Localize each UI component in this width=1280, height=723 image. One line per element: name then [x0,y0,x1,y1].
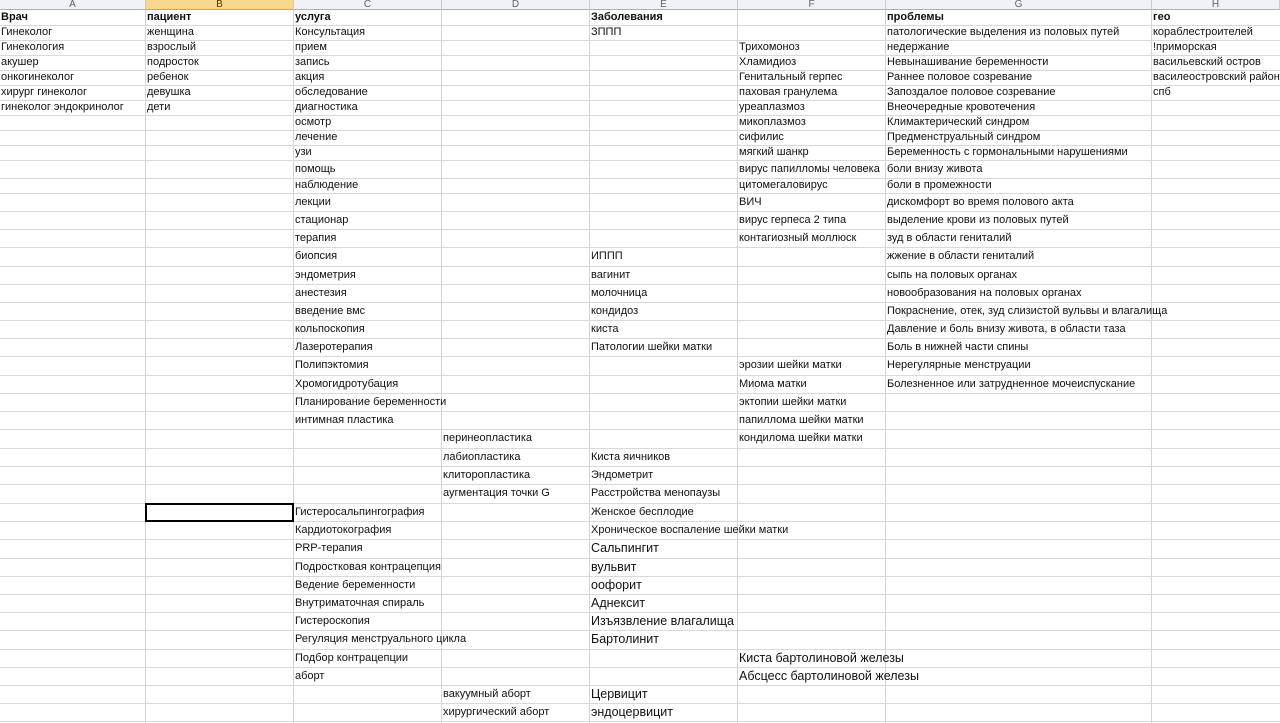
cell[interactable]: подросток [147,56,199,68]
cell[interactable]: Регуляция менструального цикла [295,633,467,645]
cell[interactable]: Боль в нижней части спины [887,341,1029,353]
cell[interactable]: вагинит [591,269,631,281]
cell[interactable]: кондидоз [591,305,639,317]
cell[interactable]: ребенок [147,71,189,83]
cell[interactable]: оофорит [591,578,642,592]
cell[interactable]: Внеочередные кровотечения [887,101,1036,113]
cell[interactable]: анестезия [295,287,347,299]
cell[interactable]: паховая гранулема [739,86,838,98]
cell[interactable]: Покраснение, отек, зуд слизистой вульвы и влагалища [887,305,1168,317]
cell[interactable]: Беременность с гормональными нарушениями [887,146,1128,158]
cell[interactable]: кольпоскопия [295,323,365,335]
cell[interactable]: Генитальный герпес [739,71,843,83]
cell[interactable]: помощь [295,163,336,175]
cell[interactable]: Внутриматочная спираль [295,597,425,609]
column-header-g[interactable]: G [886,0,1152,10]
cell[interactable]: хирург гинеколог [1,86,88,98]
cell[interactable]: жжение в области гениталий [887,250,1035,262]
header-cell[interactable]: проблемы [887,11,944,23]
cell[interactable]: Кардиотокография [295,524,392,536]
grid-line-horizontal [0,247,1280,248]
cell[interactable]: ЗППП [591,26,622,38]
grid-line-horizontal [0,649,1280,650]
cell[interactable]: девушка [147,86,191,98]
grid-line-horizontal [0,100,1280,101]
cell[interactable]: папиллома шейки матки [739,414,864,426]
cell[interactable]: биопсия [295,250,338,262]
cell[interactable]: запись [295,56,330,68]
cell[interactable]: Подбор контрацепции [295,652,409,664]
cell[interactable]: Женское бесплодие [591,506,694,518]
cell[interactable]: введение вмс [295,305,366,317]
cell[interactable]: эрозии шейки матки [739,359,842,371]
cell[interactable]: Цервицит [591,687,648,701]
cell[interactable]: цитомегаловирус [739,179,828,191]
grid-line-horizontal [0,160,1280,161]
cell[interactable]: боли внизу живота [887,163,983,175]
header-cell[interactable]: пациент [147,11,192,23]
cell[interactable]: Хромогидротубация [295,378,399,390]
column-header-b[interactable]: B [146,0,294,10]
grid-line-horizontal [0,130,1280,131]
cell[interactable]: интимная пластика [295,414,394,426]
column-header-f[interactable]: F [738,0,886,10]
cell[interactable]: Ведение беременности [295,579,416,591]
cell[interactable]: Хламидиоз [739,56,797,68]
cell[interactable]: лекции [295,196,331,208]
cell[interactable]: киста [591,323,619,335]
cell[interactable]: уреаплазмоз [739,101,805,113]
cell[interactable]: Бартолинит [591,632,659,646]
cell[interactable]: патологические выделения из половых путей [887,26,1120,38]
cell[interactable]: лечение [295,131,338,143]
cell[interactable]: васильевский остров [1153,56,1261,68]
cell[interactable]: стационар [295,214,349,226]
cell[interactable]: Планирование беременности [295,396,447,408]
cell[interactable]: эктопии шейки матки [739,396,847,408]
grid-line-horizontal [0,356,1280,357]
column-header-h[interactable]: H [1152,0,1280,10]
cell[interactable]: Консультация [295,26,366,38]
cell[interactable]: Гинекология [1,41,65,53]
cell[interactable]: Абсцесс бартолиновой железы [739,669,919,683]
cell[interactable]: клиторопластика [443,469,531,481]
grid-line-vertical [1151,10,1152,723]
cell[interactable]: Хроническое воспаление шейки матки [591,524,789,536]
cell[interactable]: эндоцервицит [591,705,673,719]
cell[interactable]: вакуумный аборт [443,688,531,700]
column-header-e[interactable]: E [590,0,738,10]
grid-line-horizontal [0,115,1280,116]
cell[interactable]: Патологии шейки матки [591,341,713,353]
grid-line-horizontal [0,85,1280,86]
grid-line-horizontal [0,558,1280,559]
cell[interactable]: сифилис [739,131,784,143]
cell[interactable]: Невынашивание беременности [887,56,1049,68]
cell[interactable]: Полипэктомия [295,359,369,371]
cell[interactable]: эндометрия [295,269,356,281]
cell[interactable]: кораблестроителей [1153,26,1253,38]
cell[interactable]: микоплазмоз [739,116,806,128]
cell[interactable]: женщина [147,26,194,38]
cell[interactable]: аугментация точки G [443,487,550,499]
cell[interactable]: хирургический аборт [443,706,550,718]
cell[interactable]: узи [295,146,312,158]
grid-line-horizontal [0,229,1280,230]
cell[interactable]: дети [147,101,171,113]
cell[interactable]: взрослый [147,41,196,53]
cell[interactable]: контагиозный моллюск [739,232,857,244]
header-cell[interactable]: Заболевания [591,11,663,23]
cell[interactable]: Киста яичников [591,451,671,463]
grid-line-horizontal [0,429,1280,430]
column-header-d[interactable]: D [442,0,590,10]
cell[interactable]: ВИЧ [739,196,762,208]
cell[interactable]: Эндометрит [591,469,654,481]
cell[interactable]: Предменструальный синдром [887,131,1041,143]
cell[interactable]: Расстройства менопаузы [591,487,721,499]
header-cell[interactable]: гео [1153,11,1171,23]
grid-line-horizontal [0,266,1280,267]
cell[interactable]: Аднексит [591,596,646,610]
header-cell[interactable]: услуга [295,11,331,23]
active-cell-cursor[interactable] [145,503,294,522]
cell[interactable]: онкогинеколог [1,71,75,83]
cell[interactable]: акция [295,71,325,83]
cell[interactable]: Климактерический синдром [887,116,1030,128]
grid-line-horizontal [0,193,1280,194]
cell[interactable]: молочница [591,287,648,299]
cell[interactable]: Подростковая контрацепция [295,561,441,573]
grid-line-horizontal [0,211,1280,212]
cell[interactable]: зуд в области гениталий [887,232,1012,244]
cell[interactable]: !приморская [1153,41,1217,53]
grid-line-horizontal [0,393,1280,394]
grid-line-horizontal [0,70,1280,71]
cell[interactable]: василеостровский район [1153,71,1280,83]
cell[interactable]: Гистеросальпингография [295,506,425,518]
cell[interactable]: терапия [295,232,337,244]
cell[interactable]: вульвит [591,560,637,574]
header-cell[interactable]: Врач [1,11,28,23]
cell[interactable]: вирус герпеса 2 типа [739,214,847,226]
cell[interactable]: осмотр [295,116,332,128]
cell[interactable]: кондилома шейки матки [739,432,863,444]
cell[interactable]: Киста бартолиновой железы [739,651,904,665]
column-header-a[interactable]: A [0,0,146,10]
cell[interactable]: гинеколог эндокринолог [1,101,124,113]
cell[interactable]: вирус папилломы человека [739,163,880,175]
grid-line-horizontal [0,178,1280,179]
cell[interactable]: новообразования на половых органах [887,287,1082,299]
grid-line-horizontal [0,667,1280,668]
cell[interactable]: Трихомоноз [739,41,800,53]
cell[interactable]: боли в промежности [887,179,992,191]
cell[interactable]: PRP-терапия [295,542,363,554]
cell[interactable]: недержание [887,41,950,53]
cell[interactable]: Гинеколог [1,26,53,38]
cell[interactable]: Запоздалое половое созревание [887,86,1056,98]
cell[interactable]: сыпь на половых органах [887,269,1018,281]
grid-line-vertical [145,10,146,723]
grid-line-horizontal [0,721,1280,722]
cell[interactable]: Изъязвление влагалища [591,614,735,628]
cell[interactable]: Лазеротерапия [295,341,373,353]
cell[interactable]: мягкий шанкр [739,146,809,158]
cell[interactable]: Гистероскопия [295,615,370,627]
cell[interactable]: Сальпингит [591,541,659,555]
cell[interactable]: обследование [295,86,368,98]
cell[interactable]: диагностика [295,101,358,113]
cell[interactable]: Болезненное или затрудненное мочеиспускание [887,378,1136,390]
cell[interactable]: лабиопластика [443,451,521,463]
cell[interactable]: наблюдение [295,179,359,191]
grid-line-vertical [441,10,442,723]
cell[interactable]: Миома матки [739,378,807,390]
cell[interactable]: ИППП [591,250,623,262]
cell[interactable]: перинеопластика [443,432,532,444]
cell[interactable]: Нерегулярные менструации [887,359,1031,371]
cell[interactable]: дискомфорт во время полового акта [887,196,1074,208]
cell[interactable]: прием [295,41,327,53]
cell[interactable]: спб [1153,86,1171,98]
cell[interactable]: Раннее половое созревание [887,71,1033,83]
grid-line-horizontal [0,411,1280,412]
cell[interactable]: выделение крови из половых путей [887,214,1069,226]
column-header-c[interactable]: C [294,0,442,10]
cell[interactable]: акушер [1,56,39,68]
cell[interactable]: аборт [295,670,325,682]
cell[interactable]: Давление и боль внизу живота, в области таза [887,323,1126,335]
